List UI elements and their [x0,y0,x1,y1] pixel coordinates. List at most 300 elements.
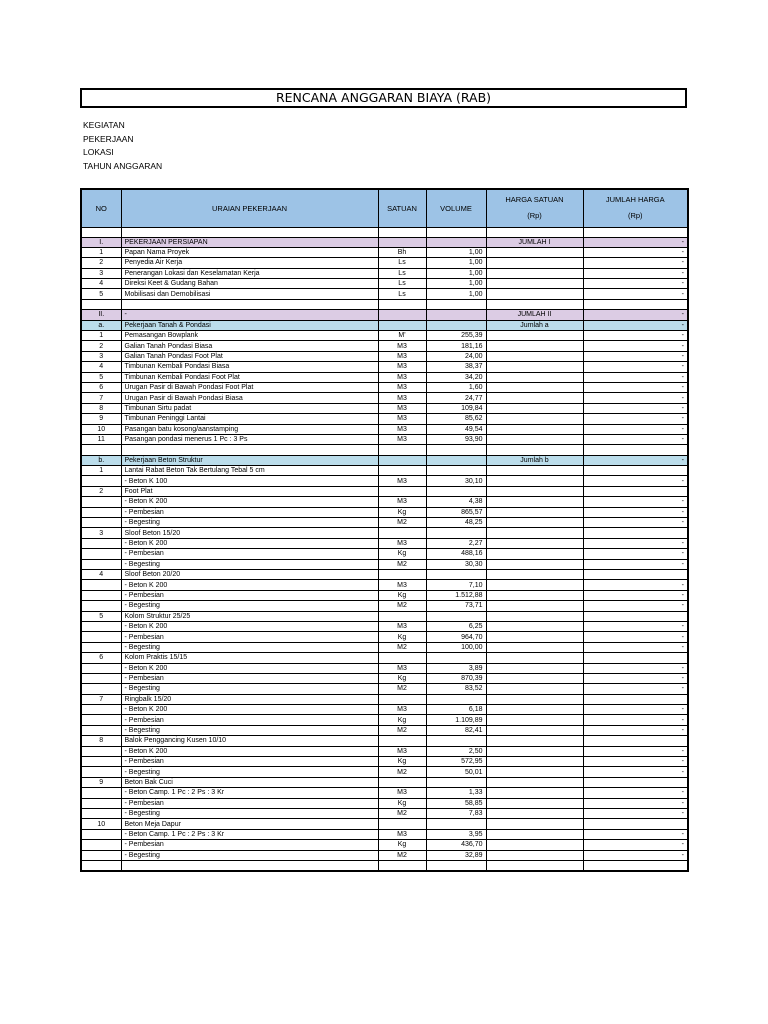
cell-uraian: Timbunan Sirtu padat [121,403,378,413]
cell-jumlah-harga: - [583,850,688,860]
cell-volume: 38,37 [426,362,486,372]
table-row [81,705,688,715]
cell-uraian: - Beton K 100 [121,476,378,486]
cell-no: 10 [81,819,121,829]
spacer-row [81,445,688,455]
cell-no [81,829,121,839]
cell-volume: 24,00 [426,351,486,361]
cell-volume [426,611,486,621]
cell-uraian: Mobilisasi dan Demobilisasi [121,289,378,299]
cell-uraian: - Pembesian [121,632,378,642]
cell-harga-satuan [486,351,583,361]
cell-no: 3 [81,528,121,538]
cell-satuan: M2 [378,559,426,569]
cell-uraian: - Begesting [121,518,378,528]
cell-uraian: Pekerjaan Beton Struktur [121,455,378,465]
meta-pekerjaan: PEKERJAAN [83,133,134,144]
cell-jumlah-harga: - [583,757,688,767]
table-row [81,840,688,850]
cell-satuan: M2 [378,725,426,735]
cell-satuan: M3 [378,351,426,361]
cell-jumlah-harga: - [583,279,688,289]
cell-volume: 109,84 [426,403,486,413]
cell-volume [426,653,486,663]
cell-volume: 24,77 [426,393,486,403]
cell-harga-satuan [486,518,583,528]
cell-no [81,507,121,517]
cell-volume: 30,10 [426,476,486,486]
header-uraian: URAIAN PEKERJAAN [121,189,378,227]
table-row [81,507,688,517]
cell-jumlah-harga: - [583,746,688,756]
cell-jumlah-harga: - [583,538,688,548]
cell-satuan [378,466,426,476]
cell-no: II. [81,310,121,320]
cell-no [81,788,121,798]
cell-uraian: - Beton K 200 [121,663,378,673]
cell-harga-satuan [486,507,583,517]
cell-uraian: - Begesting [121,559,378,569]
cell-volume: 3,95 [426,829,486,839]
spacer-row [81,860,688,870]
cell-satuan: Kg [378,590,426,600]
cell-harga-satuan [486,528,583,538]
cell-uraian: - Begesting [121,767,378,777]
cell-uraian: - Begesting [121,808,378,818]
cell-jumlah-harga: - [583,601,688,611]
cell-no [81,746,121,756]
cell-no [81,518,121,528]
cell-jumlah-harga: - [583,725,688,735]
cell-uraian: Penerangan Lokasi dan Keselamatan Kerja [121,268,378,278]
table-header-row [81,189,688,227]
cell-jumlah-harga: - [583,455,688,465]
cell-uraian: - Pembesian [121,715,378,725]
cell-satuan: M2 [378,601,426,611]
cell-harga-satuan [486,538,583,548]
cell-harga-satuan [486,777,583,787]
cell-jumlah-harga: - [583,258,688,268]
cell-harga-satuan [486,434,583,444]
table-row [81,341,688,351]
spacer-row [81,299,688,309]
cell-volume: 48,25 [426,518,486,528]
table-row [81,642,688,652]
table-row [81,684,688,694]
header-no: NO [81,189,121,227]
cell-uraian: - Pembesian [121,840,378,850]
cell-uraian: - Pembesian [121,507,378,517]
cell-jumlah-harga: - [583,559,688,569]
cell-volume: 1,00 [426,247,486,257]
cell-uraian: - Begesting [121,642,378,652]
cell-uraian: Timbunan Peninggi Lantai [121,414,378,424]
cell-satuan: M3 [378,746,426,756]
table-row [81,808,688,818]
cell-harga-satuan [486,840,583,850]
cell-satuan: M2 [378,684,426,694]
cell-volume: 255,39 [426,331,486,341]
cell-no: 6 [81,382,121,392]
cell-satuan: M3 [378,403,426,413]
cell-uraian: Galian Tanah Pondasi Biasa [121,341,378,351]
cell-no [81,798,121,808]
table-row [81,611,688,621]
cell-no: 5 [81,289,121,299]
cell-harga-satuan [486,549,583,559]
cell-uraian: Kolom Praktis 15/15 [121,653,378,663]
cell-volume: 964,70 [426,632,486,642]
cell-jumlah-harga: - [583,632,688,642]
table-row [81,382,688,392]
cell-jumlah-harga: - [583,829,688,839]
section-row [81,237,688,247]
cell-harga-satuan [486,715,583,725]
cell-volume [426,237,486,247]
cell-jumlah-harga: - [583,268,688,278]
meta-kegiatan: KEGIATAN [83,120,125,130]
cell-jumlah-harga: - [583,237,688,247]
cell-no: 3 [81,268,121,278]
cell-uraian: Timbunan Kembali Pondasi Foot Plat [121,372,378,382]
cell-volume: 32,89 [426,850,486,860]
cell-uraian: - Begesting [121,725,378,735]
cell-uraian: - Beton K 200 [121,497,378,507]
table-row [81,289,688,299]
cell-uraian: Sloof Beton 20/20 [121,570,378,580]
cell-volume: 49,54 [426,424,486,434]
cell-satuan: M3 [378,476,426,486]
cell-volume: 1.109,89 [426,715,486,725]
cell-uraian: Pasangan batu kosong/aanstamping [121,424,378,434]
cell-no [81,715,121,725]
cell-satuan [378,611,426,621]
cell-satuan: M2 [378,518,426,528]
cell-volume: 1.512,88 [426,590,486,600]
cell-volume: 85,62 [426,414,486,424]
cell-satuan: M3 [378,414,426,424]
cell-no [81,621,121,631]
cell-harga-satuan [486,725,583,735]
cell-harga-satuan [486,808,583,818]
header-jumlah-harga-unit: (Rp) [627,211,643,221]
table-row [81,673,688,683]
cell-jumlah-harga: - [583,424,688,434]
cell-jumlah-harga: - [583,362,688,372]
cell-no: 5 [81,372,121,382]
table-row [81,351,688,361]
table-row [81,819,688,829]
cell-volume: 870,39 [426,673,486,683]
cell-harga-satuan [486,279,583,289]
table-row [81,746,688,756]
table-row [81,362,688,372]
table-row [81,247,688,257]
cell-volume [426,466,486,476]
cell-jumlah-harga: - [583,310,688,320]
cell-uraian: Papan Nama Proyek [121,247,378,257]
cell-volume: 436,70 [426,840,486,850]
cell-jumlah-harga: - [583,808,688,818]
cell-harga-satuan [486,684,583,694]
cell-no [81,601,121,611]
cell-no [81,549,121,559]
cell-jumlah-harga: - [583,684,688,694]
table-row [81,777,688,787]
cell-harga-satuan [486,476,583,486]
cell-harga-satuan [486,497,583,507]
cell-harga-satuan [486,642,583,652]
cell-no: 4 [81,570,121,580]
cell-jumlah-harga: - [583,497,688,507]
cell-uraian: Lantai Rabat Beton Tak Bertulang Tebal 5 cm [121,466,378,476]
cell-uraian: - Pembesian [121,798,378,808]
cell-jumlah-harga: - [583,705,688,715]
cell-satuan: Kg [378,507,426,517]
cell-jumlah-harga: - [583,590,688,600]
cell-harga-satuan [486,663,583,673]
cell-satuan [378,570,426,580]
cell-jumlah-harga: - [583,320,688,330]
cell-jumlah-harga: - [583,403,688,413]
cell-jumlah-harga: - [583,507,688,517]
header-jumlah-harga [583,189,688,227]
header-volume: VOLUME [426,189,486,227]
cell-harga-satuan [486,601,583,611]
cell-satuan [378,694,426,704]
meta-tahun-anggaran: TAHUN ANGGARAN [83,160,163,171]
cell-uraian: Pemasangan Bowplank [121,331,378,341]
cell-satuan [378,653,426,663]
cell-no [81,580,121,590]
cell-uraian: - Begesting [121,601,378,611]
cell-satuan: M3 [378,788,426,798]
cell-harga-satuan [486,424,583,434]
cell-uraian: PEKERJAAN PERSIAPAN [121,237,378,247]
cell-satuan: M3 [378,382,426,392]
cell-volume: 2,50 [426,746,486,756]
cell-uraian: Beton Meja Dapur [121,819,378,829]
cell-satuan [378,310,426,320]
cell-no: 2 [81,486,121,496]
cell-volume: 4,38 [426,497,486,507]
header-spacer-row [81,227,688,237]
cell-harga-satuan [486,570,583,580]
cell-satuan [378,819,426,829]
cell-no: I. [81,237,121,247]
cell-satuan: Kg [378,632,426,642]
cell-no [81,673,121,683]
table-row [81,694,688,704]
cell-satuan [378,237,426,247]
cell-no [81,840,121,850]
cell-volume: 1,00 [426,268,486,278]
cell-satuan: M2 [378,808,426,818]
cell-uraian: Sloof Beton 15/20 [121,528,378,538]
cell-volume: 1,00 [426,279,486,289]
table-row [81,621,688,631]
cell-harga-satuan [486,746,583,756]
cell-harga-satuan [486,621,583,631]
cell-harga-satuan [486,705,583,715]
cell-satuan: Kg [378,715,426,725]
table-row [81,653,688,663]
cell-volume [426,455,486,465]
table-row [81,434,688,444]
table-row [81,549,688,559]
cell-no: a. [81,320,121,330]
table-row [81,559,688,569]
table-row [81,570,688,580]
cell-no: 5 [81,611,121,621]
cell-satuan [378,320,426,330]
cell-jumlah-harga: - [583,289,688,299]
cell-volume: 865,57 [426,507,486,517]
cell-jumlah-harga [583,466,688,476]
table-row [81,725,688,735]
cell-satuan: Kg [378,757,426,767]
cell-harga-satuan [486,486,583,496]
cell-volume: 100,00 [426,642,486,652]
table-row [81,424,688,434]
cell-volume: 50,01 [426,767,486,777]
table-row [81,393,688,403]
cell-harga-satuan [486,372,583,382]
cell-harga-satuan [486,341,583,351]
cell-harga-satuan [486,829,583,839]
meta-labels [83,119,162,173]
cell-volume: 83,52 [426,684,486,694]
cell-uraian: Direksi Keet & Gudang Bahan [121,279,378,289]
table-row [81,372,688,382]
cell-jumlah-harga: - [583,840,688,850]
cell-jumlah-harga: - [583,393,688,403]
cell-jumlah-harga: - [583,351,688,361]
cell-no [81,476,121,486]
cell-satuan: M3 [378,621,426,631]
cell-volume: 1,00 [426,289,486,299]
cell-volume: 3,89 [426,663,486,673]
cell-no: 6 [81,653,121,663]
header-satuan: SATUAN [378,189,426,227]
cell-uraian: Pasangan pondasi menerus 1 Pc : 3 Ps [121,434,378,444]
table-row [81,736,688,746]
cell-uraian: - Pembesian [121,757,378,767]
cell-no: 2 [81,258,121,268]
cell-jumlah-harga: - [583,715,688,725]
cell-volume: 58,85 [426,798,486,808]
cell-volume: 1,33 [426,788,486,798]
cell-harga-satuan [486,736,583,746]
header-harga-satuan-label: HARGA SATUAN [505,195,564,205]
cell-satuan: Kg [378,840,426,850]
cell-no: 2 [81,341,121,351]
cell-satuan: M3 [378,497,426,507]
cell-uraian: Kolom Struktur 25/25 [121,611,378,621]
cell-satuan: M3 [378,705,426,715]
cell-jumlah-harga: - [583,372,688,382]
cell-satuan: Kg [378,798,426,808]
cell-harga-satuan [486,258,583,268]
table-row [81,590,688,600]
cell-satuan: M3 [378,663,426,673]
cell-no: 10 [81,424,121,434]
cell-jumlah-harga: - [583,518,688,528]
cell-uraian: Balok Penggancing Kusen 10/10 [121,736,378,746]
cell-satuan: M2 [378,767,426,777]
cell-uraian: - Beton K 200 [121,580,378,590]
table-row [81,414,688,424]
cell-satuan: Ls [378,258,426,268]
table-row [81,715,688,725]
cell-uraian: Galian Tanah Pondasi Foot Plat [121,351,378,361]
cell-jumlah-harga [583,528,688,538]
cell-volume: 82,41 [426,725,486,735]
cell-jumlah-harga [583,736,688,746]
table-row [81,331,688,341]
cell-no: 1 [81,247,121,257]
cell-uraian: - Pembesian [121,549,378,559]
cell-volume: 7,83 [426,808,486,818]
table-row [81,850,688,860]
cell-harga-satuan [486,611,583,621]
cell-no [81,850,121,860]
cell-satuan [378,486,426,496]
cell-jumlah-harga: - [583,798,688,808]
cell-harga-satuan [486,559,583,569]
cell-uraian: - Beton K 200 [121,705,378,715]
cell-uraian: Timbunan Kembali Pondasi Biasa [121,362,378,372]
cell-harga-satuan [486,268,583,278]
cell-volume [426,819,486,829]
cell-no [81,767,121,777]
cell-satuan: Bh [378,247,426,257]
cell-volume: 73,71 [426,601,486,611]
cell-volume [426,777,486,787]
rab-table [80,188,689,872]
cell-uraian: Pekerjaan Tanah & Pondasi [121,320,378,330]
cell-harga-satuan [486,788,583,798]
cell-harga-satuan [486,653,583,663]
cell-harga-satuan [486,466,583,476]
cell-volume [426,486,486,496]
cell-uraian: - Begesting [121,850,378,860]
table-row [81,829,688,839]
cell-harga-satuan [486,362,583,372]
cell-harga-satuan [486,580,583,590]
table-row [81,466,688,476]
cell-no [81,808,121,818]
cell-no [81,705,121,715]
cell-satuan: M3 [378,829,426,839]
table-row [81,538,688,548]
cell-volume [426,528,486,538]
cell-volume [426,310,486,320]
cell-jumlah-harga: - [583,476,688,486]
table-row [81,528,688,538]
cell-volume: 30,30 [426,559,486,569]
section-row [81,455,688,465]
table-row [81,258,688,268]
table-row [81,486,688,496]
cell-jumlah-harga: - [583,673,688,683]
cell-satuan: Ls [378,279,426,289]
table-row [81,279,688,289]
header-harga-satuan-unit: (Rp) [527,211,542,221]
cell-no: 8 [81,403,121,413]
cell-uraian: - Begesting [121,684,378,694]
cell-volume: 1,00 [426,258,486,268]
